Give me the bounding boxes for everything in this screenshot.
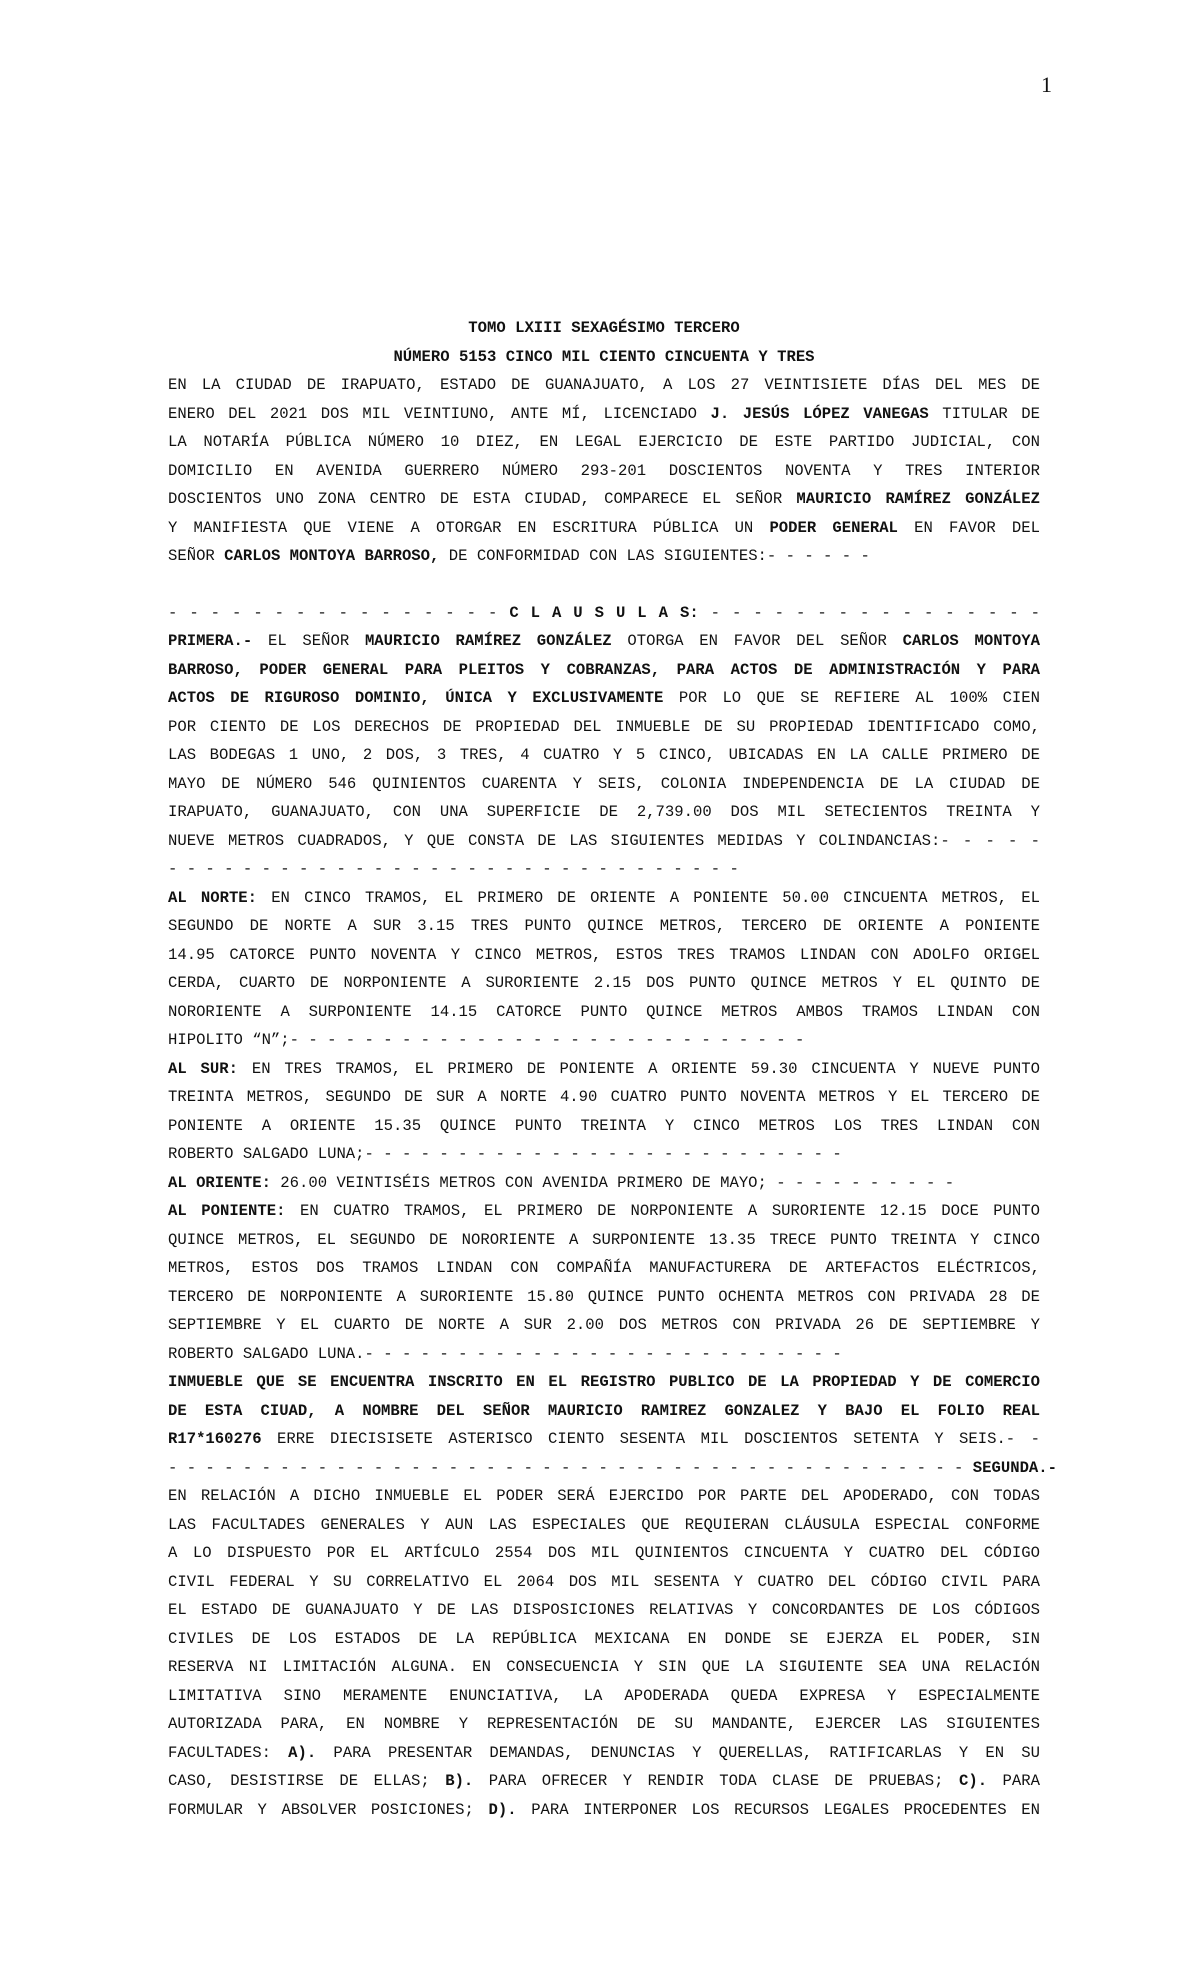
inmueble-line: DE ESTA CIUAD, A NOMBRE DEL SEÑOR MAURICIO RAMIREZ GONZALEZ Y BAJO EL FOLIO REAL (168, 1401, 1040, 1420)
page-number: 1 (1041, 72, 1052, 97)
text-line: ENERO DEL 2021 DOS MIL VEINTIUNO, ANTE MÍ, LICENCIADO J. JESÚS LÓPEZ VANEGAS TITULAR DE (168, 404, 1040, 423)
segunda-line: EL ESTADO DE GUANAJUATO Y DE LAS DISPOSICIONES RELATIVAS Y CONCORDANTES DE LOS CÓDIGOS (168, 1601, 1040, 1619)
primera-line: LAS BODEGAS 1 UNO, 2 DOS, 3 TRES, 4 CUATRO Y 5 CINCO, UBICADAS EN LA CALLE PRIMERO DE (168, 746, 1040, 764)
segunda-line: EN RELACIÓN A DICHO INMUEBLE EL PODER SERÁ EJERCIDO POR PARTE DEL APODERADO, CON TODAS (168, 1487, 1040, 1505)
dash-line: - - - - - - - - - - - - - - - - - - - - - - - - - - - - - - - (168, 860, 739, 878)
segunda-line: CIVIL FEDERAL Y SU CORRELATIVO EL 2064 DOS MIL SESENTA Y CUATRO DEL CÓDIGO CIVIL PARA (168, 1572, 1040, 1591)
sur-line: ROBERTO SALGADO LUNA;- - - - - - - - - - - - - - - - - - - - - - - - - - (168, 1145, 842, 1163)
norte-line: AL NORTE: EN CINCO TRAMOS, EL PRIMERO DE ORIENTE A PONIENTE 50.00 CINCUENTA METROS, EL (168, 888, 1040, 907)
segunda-line: FACULTADES: A). PARA PRESENTAR DEMANDAS, DENUNCIAS Y QUERELLAS, RATIFICARLAS Y EN SU (168, 1743, 1040, 1762)
inmueble-line: R17*160276 ERRE DIECISISETE ASTERISCO CIENTO SESENTA MIL DOSCIENTOS SETENTA Y SEIS.- - (168, 1430, 1040, 1448)
inmueble-line: INMUEBLE QUE SE ENCUENTRA INSCRITO EN EL REGISTRO PUBLICO DE LA PROPIEDAD Y DE COMERCIO (168, 1373, 1040, 1391)
sur-line: TREINTA METROS, SEGUNDO DE SUR A NORTE 4.90 CUATRO PUNTO NOVENTA METROS Y EL TERCERO DE (168, 1088, 1040, 1106)
text-line: LA NOTARÍA PÚBLICA NÚMERO 10 DIEZ, EN LEGAL EJERCICIO DE ESTE PARTIDO JUDICIAL, CON (168, 433, 1040, 451)
segunda-line: CIVILES DE LOS ESTADOS DE LA REPÚBLICA MEXICANA EN DONDE SE EJERZA EL PODER, SIN (168, 1629, 1040, 1648)
poniente-line: SEPTIEMBRE Y EL CUARTO DE NORTE A SUR 2.00 DOS METROS CON PRIVADA 26 DE SEPTIEMBRE Y (168, 1316, 1040, 1334)
primera-line: BARROSO, PODER GENERAL PARA PLEITOS Y COBRANZAS, PARA ACTOS DE ADMINISTRACIÓN Y PARA (168, 660, 1040, 679)
primera-line: PRIMERA.- EL SEÑOR MAURICIO RAMÍREZ GONZÁLEZ OTORGA EN FAVOR DEL SEÑOR CARLOS MONTOYA (168, 632, 1040, 650)
poniente-line: METROS, ESTOS DOS TRAMOS LINDAN CON COMPAÑÍA MANUFACTURERA DE ARTEFACTOS ELÉCTRICOS, (168, 1259, 1040, 1277)
primera-line: MAYO DE NÚMERO 546 QUINIENTOS CUARENTA Y SEIS, COLONIA INDEPENDENCIA DE LA CIUDAD DE (168, 774, 1040, 793)
poniente-line: AL PONIENTE: EN CUATRO TRAMOS, EL PRIMERO DE NORPONIENTE A SURORIENTE 12.15 DOCE PUNTO (168, 1202, 1040, 1220)
segunda-line: LIMITATIVA SINO MERAMENTE ENUNCIATIVA, LA APODERADA QUEDA EXPRESA Y ESPECIALMENTE (168, 1686, 1040, 1705)
norte-line: SEGUNDO DE NORTE A SUR 3.15 TRES PUNTO QUINCE METROS, TERCERO DE ORIENTE A PONIENTE (168, 917, 1040, 935)
poniente-line: QUINCE METROS, EL SEGUNDO DE NORORIENTE A SURPONIENTE 13.35 TRECE PUNTO TREINTA Y CINCO (168, 1230, 1040, 1249)
norte-line: 14.95 CATORCE PUNTO NOVENTA Y CINCO METROS, ESTOS TRES TRAMOS LINDAN CON ADOLFO ORIGEL (168, 945, 1040, 964)
numero-heading: NÚMERO 5153 CINCO MIL CIENTO CINCUENTA Y TRES (393, 347, 815, 366)
text-line: EN LA CIUDAD DE IRAPUATO, ESTADO DE GUANAJUATO, A LOS 27 VEINTISIETE DÍAS DEL MES DE (168, 376, 1040, 394)
segunda-heading: - - - - - - - - - - - - - - - - - - - - - - - - - - - - - - - - - - - - - - - - - - - SEGUNDA.- (168, 1458, 1058, 1477)
tomo-heading: TOMO LXIII SEXAGÉSIMO TERCERO (468, 319, 740, 337)
norte-line: CERDA, CUARTO DE NORPONIENTE A SURORIENTE 2.15 DOS PUNTO QUINCE METROS Y EL QUINTO DE (168, 974, 1040, 992)
norte-line: NORORIENTE A SURPONIENTE 14.15 CATORCE PUNTO QUINCE METROS AMBOS TRAMOS LINDAN CON (168, 1002, 1040, 1021)
deed-text (168, 314, 1058, 1824)
segunda-line: A LO DISPUESTO POR EL ARTÍCULO 2554 DOS MIL QUINIENTOS CINCUENTA Y CUATRO DEL CÓDIGO (168, 1544, 1040, 1562)
text-line: DOMICILIO EN AVENIDA GUERRERO NÚMERO 293-201 DOSCIENTOS NOVENTA Y TRES INTERIOR (168, 461, 1040, 480)
segunda-line: LAS FACULTADES GENERALES Y AUN LAS ESPECIALES QUE REQUIERAN CLÁUSULA ESPECIAL CONFORME (168, 1515, 1040, 1534)
clausulas-heading: - - - - - - - - - - - - - - - - C L A U S U L A S: - - - - - - - - - - - - - - - - (168, 603, 1040, 622)
oriente-line: AL ORIENTE: 26.00 VEINTISÉIS METROS CON AVENIDA PRIMERO DE MAYO; - - - - - - - - - - (168, 1173, 955, 1192)
primera-line: NUEVE METROS CUADRADOS, Y QUE CONSTA DE LAS SIGUIENTES MEDIDAS Y COLINDANCIAS:- - - - - (168, 831, 1040, 850)
text-line: Y MANIFIESTA QUE VIENE A OTORGAR EN ESCRITURA PÚBLICA UN PODER GENERAL EN FAVOR DEL (168, 518, 1040, 537)
norte-line: HIPOLITO “N”;- - - - - - - - - - - - - - - - - - - - - - - - - - - - (168, 1031, 805, 1049)
primera-line: POR CIENTO DE LOS DERECHOS DE PROPIEDAD DEL INMUEBLE DE SU PROPIEDAD IDENTIFICADO COMO, (168, 717, 1040, 736)
segunda-line: CASO, DESISTIRSE DE ELLAS; B). PARA OFRECER Y RENDIR TODA CLASE DE PRUEBAS; C). PARA (168, 1772, 1040, 1790)
primera-line: ACTOS DE RIGUROSO DOMINIO, ÚNICA Y EXCLUSIVAMENTE POR LO QUE SE REFIERE AL 100% CIEN (168, 689, 1041, 707)
text-line: SEÑOR CARLOS MONTOYA BARROSO, DE CONFORMIDAD CON LAS SIGUIENTES:- - - - - - (168, 547, 870, 565)
segunda-line: FORMULAR Y ABSOLVER POSICIONES; D). PARA INTERPONER LOS RECURSOS LEGALES PROCEDENTES EN (168, 1800, 1041, 1819)
poniente-line: TERCERO DE NORPONIENTE A SURORIENTE 15.80 QUINCE PUNTO OCHENTA METROS CON PRIVADA 28 DE (168, 1287, 1040, 1306)
sur-line: PONIENTE A ORIENTE 15.35 QUINCE PUNTO TREINTA Y CINCO METROS LOS TRES LINDAN CON (168, 1116, 1040, 1135)
sur-line: AL SUR: EN TRES TRAMOS, EL PRIMERO DE PONIENTE A ORIENTE 59.30 CINCUENTA Y NUEVE PUNTO (168, 1059, 1041, 1078)
primera-line: IRAPUATO, GUANAJUATO, CON UNA SUPERFICIE DE 2,739.00 DOS MIL SETECIENTOS TREINTA Y (168, 803, 1040, 821)
text-line: DOSCIENTOS UNO ZONA CENTRO DE ESTA CIUDAD, COMPARECE EL SEÑOR MAURICIO RAMÍREZ GONZÁLEZ (168, 490, 1040, 508)
segunda-line: RESERVA NI LIMITACIÓN ALGUNA. EN CONSECUENCIA Y SIN QUE LA SIGUIENTE SEA UNA RELACIÓN (168, 1658, 1040, 1676)
poniente-line: ROBERTO SALGADO LUNA.- - - - - - - - - - - - - - - - - - - - - - - - - - (168, 1344, 842, 1363)
segunda-line: AUTORIZADA PARA, EN NOMBRE Y REPRESENTACIÓN DE SU MANDANTE, EJERCER LAS SIGUIENTES (168, 1715, 1040, 1733)
